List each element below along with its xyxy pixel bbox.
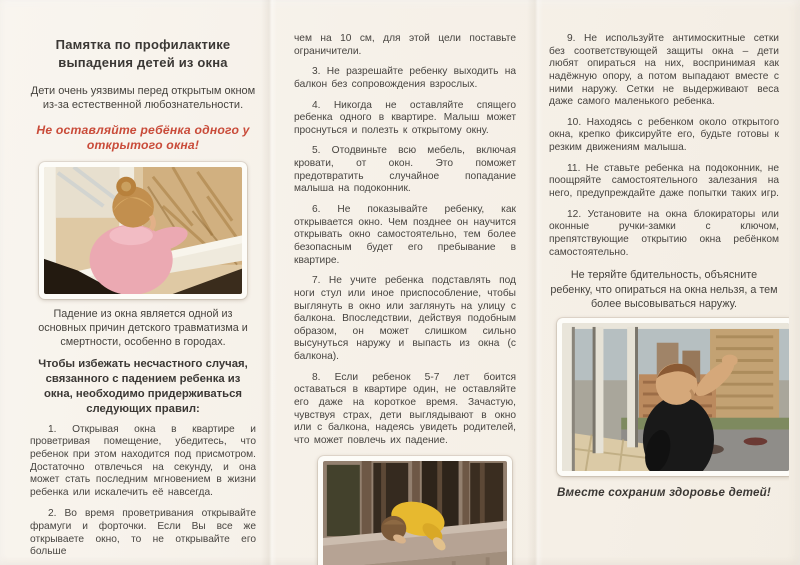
rule-item-3: 3. Не разрешайте ребенку выходить на балкон без сопровождения взрослых.: [294, 66, 516, 90]
rule-item-2: 2. Во время проветривания открывайте фрамуги и форточки. Если Вы все же открываете окно, то не открывайте его больше: [30, 508, 256, 558]
rule-item-9: 9. Не используйте антимоскитные сетки без соответствующей защиты окна – дети любят опираться на них, воспринимая как надёжную опору, а потом выпадают вместе с ними наружу. Сетки не выдерживают веса даже самого маленького ребенка.: [549, 33, 779, 108]
rule-item-11: 11. Не ставьте ребенка на подоконник, не поощряйте самостоятельного залезания на него, предупреждайте даже попытки таких игр.: [549, 162, 779, 200]
slogan-text: Вместе сохраним здоровье детей!: [556, 486, 771, 499]
fold-crease-left: [261, 0, 277, 565]
rule-item-7: 7. Не учите ребенка подставлять под ноги стул или иное приспособление, чтобы выглянуть в окно или заглянуть на улицу с балкона. Впоследствии, действуя подобным образом, он может слишком сильно высунуться наружу и выпасть из окна (с балкона).: [294, 275, 516, 363]
photo-child-leaning-out: [318, 456, 512, 565]
rule-item-10: 10. Находясь с ребенком около открытого окна, крепко фиксируйте его, будьте готовы к резким движениям малыша.: [549, 116, 779, 154]
rule-item-5: 5. Отодвиньте всю мебель, включая кровати, от окон. Это поможет предотвратить случайное попадание малыша на подоконник.: [294, 145, 516, 195]
photo-girl-at-window-illustration: [44, 167, 242, 294]
rule-item-8: 8. Если ребенок 5-7 лет боится оставаться в квартире один, не оставляйте его даже на короткое время. Зачастую, чувствуя страх, дети выглядывают в окно или с балкона, надеясь увидеть родителей, что может повлечь их падение.: [294, 371, 516, 446]
intro-text: Дети очень уязвимы перед открытым окном из-за естественной любознательности.: [30, 85, 256, 112]
panel-inner-right: [549, 0, 789, 565]
fold-crease-right: [527, 0, 543, 565]
panel-cover: [30, 0, 256, 565]
page-title: Памятка по профилактике выпадения детей из окна: [55, 37, 231, 70]
panel-inner-middle: [294, 0, 516, 565]
rule-item-4: 4. Никогда не оставляйте спящего ребенка одного в квартире. Малыш может проснуться и полезть к открытому окну.: [294, 99, 516, 136]
photo-toddler-panoramic-window-illustration: [562, 323, 789, 471]
photo-child-leaning-out-illustration: [323, 461, 507, 565]
vigilance-text: Не теряйте бдительность, объясните ребенку, что опираться на окна нельзя, а тем более высовываться наружу.: [550, 269, 778, 310]
stat-text: Падение из окна является одной из основных причин детского травматизма и смертности, особенно в городах.: [38, 307, 248, 348]
rule-item-6: 6. Не показывайте ребенку, как открывается окно. Чем позднее он научится открывать окно самостоятельно, тем более безопасным будет его пребывание в квартире.: [294, 204, 516, 266]
warning-text: Не оставляйте ребёнка одного у открытого окна!: [36, 122, 250, 153]
photo-toddler-panoramic-window: [557, 318, 789, 476]
photo-girl-at-window: [39, 162, 247, 299]
rule-item-1: 1. Открывая окна в квартире и проветривая помещение, убедитесь, что ребенок при этом находится под присмотром. Достаточно отвлечься на секунду, и она может стать последним мгновением в жизни ребенка или искалечить её навсегда.: [30, 423, 256, 498]
rule-item-2-continuation: чем на 10 см, для этой цели поставьте ограничители.: [294, 33, 516, 57]
rules-heading: Чтобы избежать несчастного случая, связанного с падением ребенка из окна, необходимо придерживаться следующих правил:: [38, 358, 248, 415]
rule-item-12: 12. Установите на окна блокираторы или оконные ручки-замки с ключом, препятствующие открытию окна ребёнком самостоятельно.: [549, 208, 779, 258]
